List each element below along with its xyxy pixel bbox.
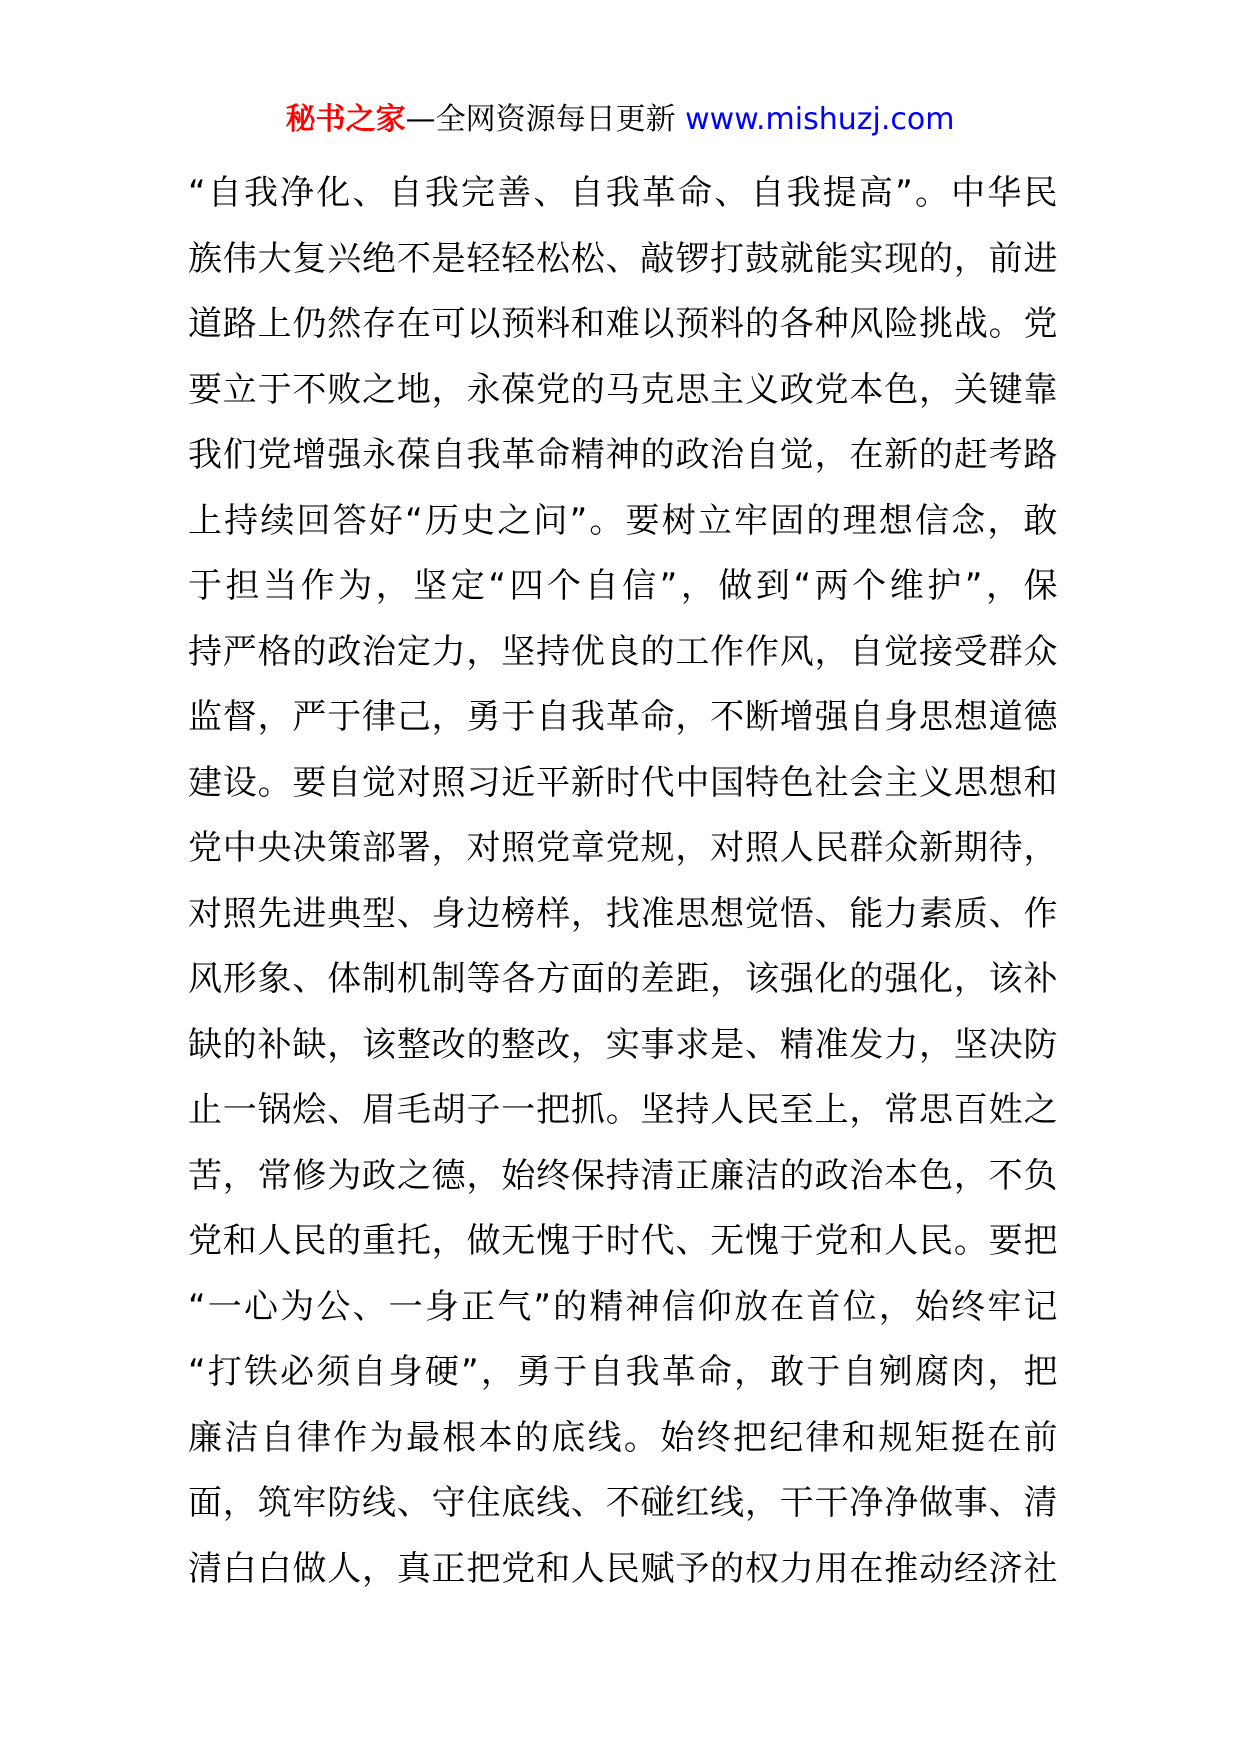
text-line: 清白白做人，真正把党和人民赋予的权力用在推动经济社 bbox=[188, 1548, 1058, 1589]
text-line: “一心为公、一身正气”的精神信仰放在首位，始终牢记 bbox=[188, 1286, 1058, 1327]
document-body bbox=[188, 161, 1058, 1602]
text-line: 要立于不败之地，永葆党的马克思主义政党本色，关键靠 bbox=[188, 369, 1058, 410]
text-line: 缺的补缺，该整改的整改，实事求是、精准发力，坚决防 bbox=[188, 1024, 1058, 1065]
text-line: 监督，严于律己，勇于自我革命，不断增强自身思想道德 bbox=[188, 697, 1058, 737]
text-line: 苦，常修为政之德，始终保持清正廉洁的政治本色，不负 bbox=[188, 1155, 1058, 1196]
website-url[interactable]: www.mishuzj.com bbox=[685, 102, 955, 137]
text-line: 上持续回答好“历史之问”。要树立牢固的理想信念，敢 bbox=[188, 500, 1058, 541]
brand-name: 秘书之家 bbox=[285, 102, 406, 137]
text-line: 于担当作为，坚定“四个自信”，做到“两个维护”，保 bbox=[188, 566, 1058, 606]
text-line: 对照先进典型、身边榜样，找准思想觉悟、能力素质、作 bbox=[188, 893, 1058, 934]
text-line: 党和人民的重托，做无愧于时代、无愧于党和人民。要把 bbox=[188, 1221, 1058, 1261]
text-line: 持严格的政治定力，坚持优良的工作作风，自觉接受群众 bbox=[188, 631, 1058, 672]
text-line: 止一锅烩、眉毛胡子一把抓。坚持人民至上，常思百姓之 bbox=[188, 1090, 1058, 1130]
text-line: 建设。要自觉对照习近平新时代中国特色社会主义思想和 bbox=[188, 762, 1058, 803]
text-line: “打铁必须自身硬”，勇于自我革命，敢于自剜腐肉，把 bbox=[188, 1352, 1058, 1392]
header-tagline: —全网资源每日更新 bbox=[405, 102, 676, 137]
text-line: 面，筑牢防线、守住底线、不碰红线，干干净净做事、清 bbox=[188, 1483, 1058, 1523]
text-line: 族伟大复兴绝不是轻轻松松、敲锣打鼓就能实现的，前进 bbox=[188, 238, 1058, 279]
text-line: 风形象、体制机制等各方面的差距，该强化的强化，该补 bbox=[188, 959, 1058, 999]
text-line: 廉洁自律作为最根本的底线。始终把纪律和规矩挺在前 bbox=[188, 1417, 1058, 1458]
text-line: 道路上仍然存在可以预料和难以预料的各种风险挑战。党 bbox=[188, 304, 1058, 344]
text-line: “自我净化、自我完善、自我革命、自我提高”。中华民 bbox=[188, 173, 1058, 213]
page-header bbox=[0, 100, 1240, 140]
text-line: 我们党增强永葆自我革命精神的政治自觉，在新的赶考路 bbox=[188, 435, 1058, 475]
text-line: 党中央决策部署，对照党章党规，对照人民群众新期待， bbox=[188, 828, 1058, 868]
